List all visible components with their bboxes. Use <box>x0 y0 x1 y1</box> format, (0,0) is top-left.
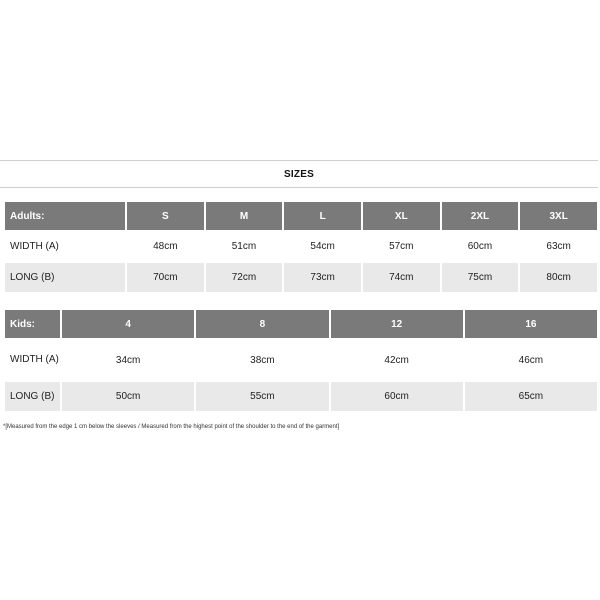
table-cell: 70cm <box>127 263 204 292</box>
table-cell: 80cm <box>520 263 597 292</box>
table-cell: 34cm <box>62 340 194 380</box>
table-cell: 46cm <box>465 340 597 380</box>
table-cell: 48cm <box>127 232 204 261</box>
table-cell: 73cm <box>284 263 361 292</box>
table-cell: 42cm <box>331 340 463 380</box>
adults-header-label: Adults: <box>5 202 125 230</box>
adults-size-table <box>3 200 599 294</box>
page-title: SIZES <box>284 168 314 180</box>
row-label: LONG (B) <box>5 263 125 292</box>
adults-size-xl: XL <box>363 202 440 230</box>
adults-size-l: L <box>284 202 361 230</box>
kids-size-16: 16 <box>465 310 597 338</box>
kids-size-8: 8 <box>196 310 328 338</box>
table-cell: 74cm <box>363 263 440 292</box>
adults-long-row <box>5 263 597 292</box>
table-cell: 55cm <box>196 382 328 411</box>
kids-width-row <box>5 340 597 380</box>
row-label: LONG (B) <box>5 382 60 411</box>
table-cell: 57cm <box>363 232 440 261</box>
table-cell: 72cm <box>206 263 283 292</box>
table-cell: 54cm <box>284 232 361 261</box>
table-cell: 65cm <box>465 382 597 411</box>
table-cell: 51cm <box>206 232 283 261</box>
table-cell: 60cm <box>331 382 463 411</box>
adults-width-row <box>5 232 597 261</box>
table-cell: 38cm <box>196 340 328 380</box>
table-cell: 50cm <box>62 382 194 411</box>
kids-header-label: Kids: <box>5 310 60 338</box>
kids-size-4: 4 <box>62 310 194 338</box>
row-label: WIDTH (A) <box>5 340 60 380</box>
title-band <box>0 160 598 188</box>
adults-size-2xl: 2XL <box>442 202 519 230</box>
measurement-note: *[Measured from the edge 1 cm below the sleeves / Measured from the highest point of the shoulder to the end of the garment] <box>3 424 340 430</box>
row-label: WIDTH (A) <box>5 232 125 261</box>
table-cell: 75cm <box>442 263 519 292</box>
adults-size-s: S <box>127 202 204 230</box>
table-cell: 63cm <box>520 232 597 261</box>
kids-size-table <box>3 308 599 413</box>
adults-size-m: M <box>206 202 283 230</box>
adults-header-row <box>5 202 597 230</box>
kids-header-row <box>5 310 597 338</box>
kids-size-12: 12 <box>331 310 463 338</box>
table-cell: 60cm <box>442 232 519 261</box>
kids-long-row <box>5 382 597 411</box>
adults-size-3xl: 3XL <box>520 202 597 230</box>
